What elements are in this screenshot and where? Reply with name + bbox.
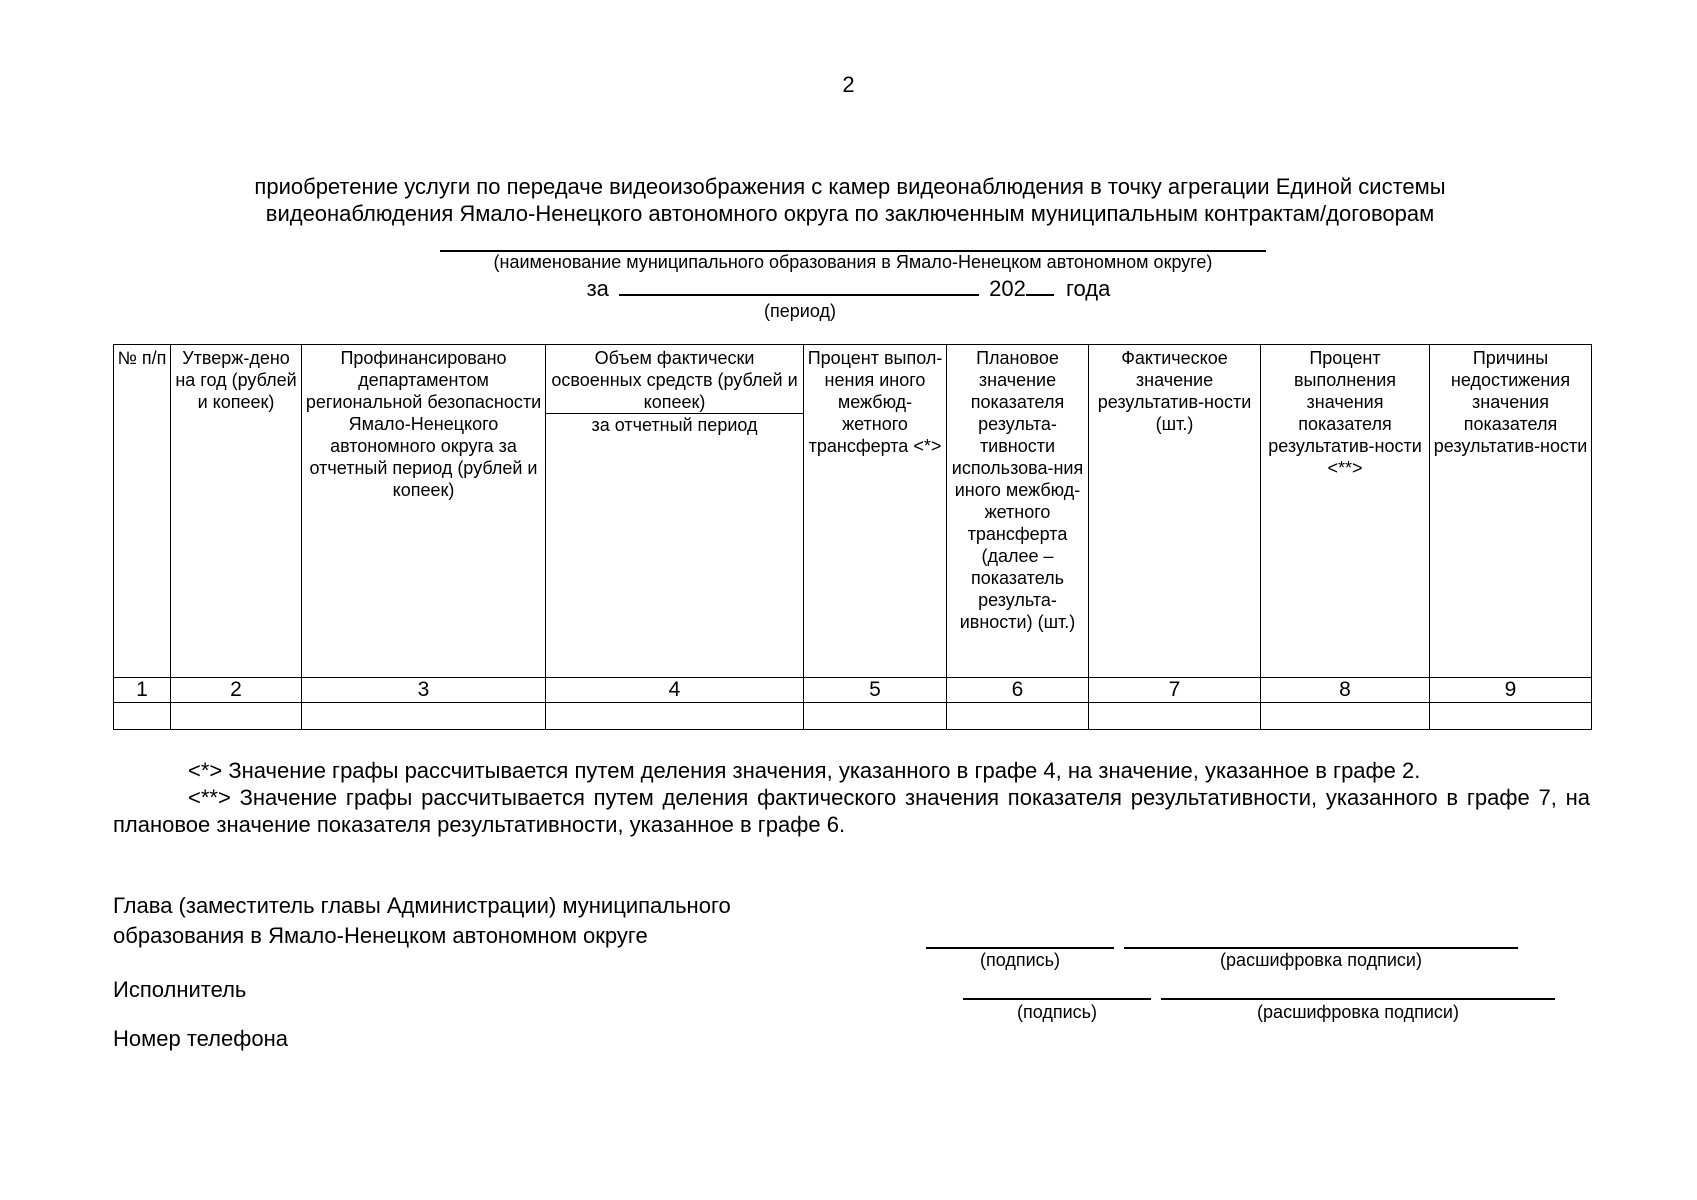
executor-decoding-caption: (расшифровка подписи) bbox=[1257, 1002, 1459, 1022]
footnote-2: <**> Значение графы рассчитывается путем деления фактического значения показателя результативности, указанного в графе 7, на плановое значение показателя результативности, указанное в графе 6. bbox=[113, 785, 1590, 837]
column-number-row bbox=[114, 678, 1592, 703]
table-cell[interactable] bbox=[546, 703, 804, 730]
column-number: 1 bbox=[114, 678, 171, 703]
head-label-line-2: образования в Ямало-Ненецком автономном округе bbox=[113, 923, 648, 948]
period-blank bbox=[619, 274, 979, 296]
head-decoding-line bbox=[1124, 947, 1518, 949]
head-signature-line bbox=[926, 947, 1114, 949]
period-caption: (период) bbox=[764, 301, 836, 321]
head-label-line-1: Глава (заместитель главы Администрации) муниципального bbox=[113, 893, 731, 918]
table-cell[interactable] bbox=[302, 703, 546, 730]
head-decoding-caption: (расшифровка подписи) bbox=[1220, 950, 1422, 970]
column-number: 8 bbox=[1261, 678, 1430, 703]
header-cell-volume bbox=[546, 345, 804, 678]
year-prefix: 202 bbox=[989, 276, 1026, 301]
period-prefix: за bbox=[586, 276, 609, 301]
executor-signature-caption: (подпись) bbox=[1016, 1002, 1098, 1022]
table-cell[interactable] bbox=[114, 703, 171, 730]
title-line-2: видеонаблюдения Ямало-Ненецкого автономного округа по заключенным муниципальным контрактам/договорам bbox=[265, 201, 1435, 226]
form-title bbox=[150, 173, 1550, 227]
year-blank bbox=[1026, 274, 1054, 296]
header-cell-volume-sub: за отчетный период bbox=[591, 415, 758, 435]
executor-decoding-line bbox=[1161, 998, 1555, 1000]
footnote-1: <*> Значение графы рассчитывается путем деления значения, указанного в графе 4, на значение, указанное в графе 2. bbox=[188, 758, 1421, 783]
phone-label: Номер телефона bbox=[113, 1026, 288, 1051]
period-row bbox=[0, 274, 1697, 303]
header-cell: Профинансировано департаментом региональной безопасности Ямало-Ненецкого автономного округа за отчетный период (рублей и копеек) bbox=[302, 345, 546, 678]
executor-signature-line bbox=[963, 998, 1151, 1000]
head-signature-label bbox=[113, 891, 731, 951]
executor-label: Исполнитель bbox=[113, 977, 247, 1002]
table-cell[interactable] bbox=[1430, 703, 1592, 730]
header-cell: Процент выпол-нения иного межбюд-жетного трансферта <*> bbox=[804, 345, 947, 678]
report-table bbox=[113, 344, 1592, 730]
municipality-caption: (наименование муниципального образования в Ямало-Ненецком автономном округе) bbox=[493, 252, 1213, 272]
header-cell-volume-top: Объем фактически освоенных средств (рублей и копеек) bbox=[546, 345, 803, 414]
page-number: 2 bbox=[842, 72, 855, 97]
table-header-row bbox=[114, 345, 1592, 678]
head-signature-caption: (подпись) bbox=[979, 950, 1061, 970]
table-cell[interactable] bbox=[1261, 703, 1430, 730]
header-cell: Утверж-дено на год (рублей и копеек) bbox=[171, 345, 302, 678]
header-cell: Фактическое значение результатив-ности (шт.) bbox=[1089, 345, 1261, 678]
table-cell[interactable] bbox=[947, 703, 1089, 730]
column-number: 3 bbox=[302, 678, 546, 703]
column-number: 5 bbox=[804, 678, 947, 703]
header-cell: № п/п bbox=[114, 345, 171, 678]
table-cell[interactable] bbox=[171, 703, 302, 730]
table-cell[interactable] bbox=[804, 703, 947, 730]
column-number: 2 bbox=[171, 678, 302, 703]
year-suffix: года bbox=[1066, 276, 1111, 301]
header-cell: Причины недостижения значения показателя результатив-ности bbox=[1430, 345, 1592, 678]
table-cell[interactable] bbox=[1089, 703, 1261, 730]
header-cell: Процент выполнения значения показателя результатив-ности <**> bbox=[1261, 345, 1430, 678]
column-number: 4 bbox=[546, 678, 804, 703]
table-row bbox=[114, 703, 1592, 730]
header-cell: Плановое значение показателя результа-тивности использова-ния иного межбюд-жетного трансферта (далее – показатель результа-ивности) (шт.) bbox=[947, 345, 1089, 678]
column-number: 6 bbox=[947, 678, 1089, 703]
column-number: 7 bbox=[1089, 678, 1261, 703]
column-number: 9 bbox=[1430, 678, 1592, 703]
title-line-1: приобретение услуги по передаче видеоизображения с камер видеонаблюдения в точку агрегации Единой системы bbox=[254, 174, 1446, 199]
